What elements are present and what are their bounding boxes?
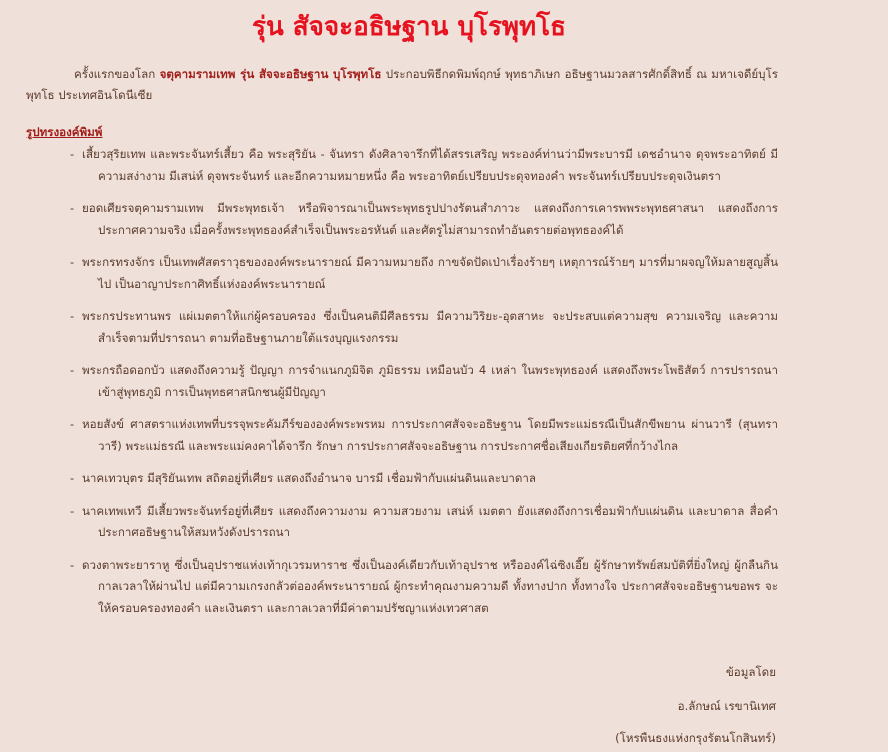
credit-label: ข้อมูลโดย: [725, 665, 776, 679]
list-item-text: นาคเทวบุตร มีสุริยันเทพ สถิตอยู่ที่เศียร แสดงถึงอำนาจ บารมี เชื่อมฟ้ากับแผ่นดินและบาดาล: [82, 471, 536, 485]
list-item: [70, 144, 778, 187]
dash-marker: -: [70, 147, 75, 161]
dash-marker: -: [70, 471, 75, 485]
list-item: [70, 501, 778, 544]
list-item: [70, 555, 778, 620]
intro-lead: ครั้งแรกของโลก: [74, 67, 160, 81]
list-item: [70, 468, 778, 490]
intro-paragraph: [26, 64, 778, 106]
list-item-text: พระกรถือดอกบัว แสดงถึงความรู้ ปัญญา การจำแนกภูมิจิต ภูมิธรรม เหมือนบัว 4 เหล่า ในพระพุทธองค์ แสดงถึงพระโพธิสัตว์ การปรารถนาเข้าสู่พุทธภูมิ การเป็นพุทธศาสนิกชนผู้มีปัญญา: [82, 363, 778, 399]
dash-marker: -: [70, 363, 75, 377]
list-item-text: ยอดเศียรจตุคามรามเทพ มีพระพุทธเจ้า หรือพิจารณาเป็นพระพุทธรูปปางรัตนสำภาวะ แสดงถึงการเคารพพระพุทธศาสนา แสดงถึงการประกาศความจริง เมื่อครั้งพระพุทธองค์สำเร็จเป็นพระอรหันต์ และศัตรูไม่สามารถทำอันตรายต่อพุทธองค์ได้: [82, 201, 778, 237]
credit-author: อ.ลักษณ์ เรขานิเทศ: [677, 699, 776, 713]
list-item-text: พระกรประทานพร แผ่เมตตาให้แก่ผู้ครอบครอง ซึ่งเป็นคนติมีศีลธรรม มีความวิริยะ-อุตสาหะ จะประสบแต่ความสุข ความเจริญ และความสำเร็จตามที่ปรารถนา ตามที่อธิษฐานภายใต้แรงบุญแรงกรรม: [82, 309, 778, 345]
dash-marker: -: [70, 255, 75, 269]
list-item: [70, 252, 778, 295]
dash-marker: -: [70, 201, 75, 215]
section-heading: รูปทรงองค์พิมพ์: [26, 125, 103, 139]
list-item: [70, 360, 778, 403]
intro-bold: จตุคามรามเทพ รุ่น สัจจะอธิษฐาน บุโรพุทโธ: [159, 67, 382, 81]
intro-rest: ประกอบพิธีกดพิมพ์ฤกษ์ พุทธาภิเษก อธิษฐานมวลสารศักดิ์สิทธิ์ ณ มหาเจดีย์บุโรพุทโธ ประเทศอินโดนีเซีย: [26, 67, 778, 102]
list-item: [70, 414, 778, 457]
list-item-text: พระกรทรงจักร เป็นเทพศัสตราวุธขององค์พระนารายณ์ มีความหมายถึง กาขจัดปัดเป่าเรื่องร้ายๆ เหตุการณ์ร้ายๆ มารที่มาผจญให้มลายสูญสิ้นไป เป็นอาญาประกาศิทธิ์แห่งองค์พระนารายณ์: [82, 255, 778, 291]
list-item-text: ดวงตาพระยาราหู ซึ่งเป็นอุปราชแห่งเท้ากุเวรมหาราช ซึ่งเป็นองค์เดียวกับเท้าอุปราช หรือองค์ไฉ่ซิงเอี๊ย ผู้รักษาทรัพย์สมบัติที่ยิ่งใหญ่ ผู้กลืนกินกาลเวลาให้ผ่านไป แต่มีความเกรงกลัวต่อองค์พระนารายณ์ ผู้กระทำคุณงามความดี ทั้งทางปาก ทั้งทางใจ ประกาศสัจจะอธิษฐานขอพร จะให้ครอบครองทองคำ และเงินตรา และกาลเวลาที่มีค่าตามปรัชญาแห่งเทวศาสต: [82, 557, 778, 615]
list-item: [70, 198, 778, 241]
dash-marker: -: [70, 309, 75, 323]
list-item: [70, 306, 778, 349]
credit-author-title: (โหรพืนธงแห่งกรุงรัตนโกสินทร์): [615, 731, 776, 745]
list-item-text: เสี้ยวสุริยเทพ และพระจันทร์เสี้ยว คือ พระสุริยัน - จันทรา ดังศิลาจารึกที่ได้สรรเสริญ พระองค์ท่านว่ามีพระบารมี เดชอำนาจ ดุจพระอาทิตย์ มีความสง่างาม มีเสน่ห์ ดุจพระจันทร์ และอีกความหมายหนึ่ง คือ พระอาทิตย์เปรียบประดุจทองคำ พระจันทร์เปรียบประดุจเงินตรา: [82, 147, 778, 183]
dash-marker: -: [70, 417, 75, 431]
description-list: [70, 144, 778, 630]
list-item-text: นาคเทพเทวี มีเสี้ยวพระจันทร์อยู่ที่เศียร แสดงถึงความงาม ความสวยงาม เสน่ห์ เมตตา ยังแสดงถึงการเชื่อมฟ้ากับแผ่นดิน และบาดาล สื่อคำประกาศอธิษฐานให้สมหวังดังปรารถนา: [82, 503, 778, 539]
list-item-text: หอยสังข์ ศาสตราแห่งเทพที่บรรจุพระคัมภีร์ขององค์พระพรหม การประกาศสัจจะอธิษฐาน โดยมีพระแม่ธรณีเป็นสักขีพยาน ผ่านวารี (สุนทราวารี) พระแม่ธรณี และพระแม่คงคาได้จารึก รักษา การประกาศสัจจะอธิษฐาน การประกาศชื่อเสียงเกียรติยศที่กว้างไกล: [82, 417, 778, 453]
dash-marker: -: [70, 503, 75, 518]
dash-marker: -: [70, 557, 75, 572]
page-title: รุ่น สัจจะอธิษฐาน บุโรพุทโธ: [251, 12, 567, 42]
